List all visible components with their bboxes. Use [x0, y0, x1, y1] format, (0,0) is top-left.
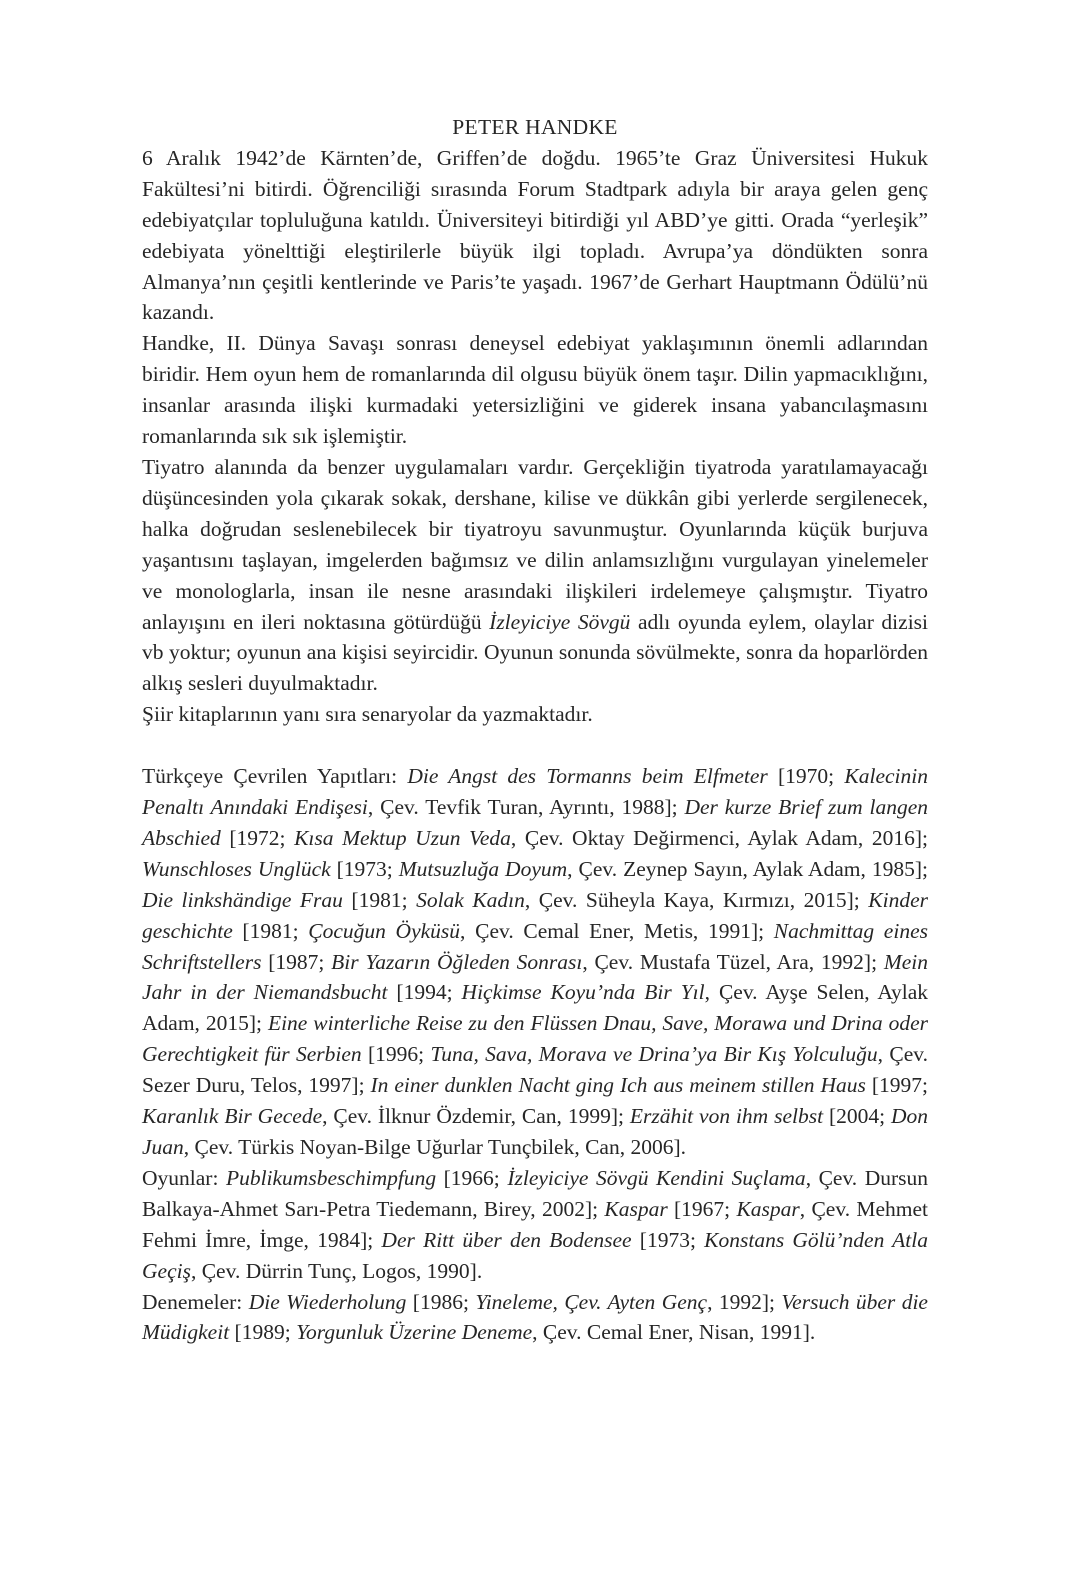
reference-text: , Çev. Dursun Balkaya-Ahmet Sarı-Petra Tiedemann, Birey, 2002]; — [142, 1165, 929, 1221]
theatre-text-before: Tiyatro alanında da benzer uygulamaları vardır. Gerçekliğin tiyatroda yaratılamayacağı düşüncesinden yola çıkarak sokak, dershane, kilise ve dükkân gibi yerlerde sergilenecek, halka doğrudan seslenebilecek bir tiyatroyu savunmuştur. Oyunlarında küçük burjuva yaşantısını taşlayan, imgelerden bağımsız ve dilin anlamsızlığını vurgulayan yinelemeler ve monologlarla, insan ile nesne arasındaki ilişkileri irdelemeye çalışmıştır. Tiyatro anlayışını en ileri noktasına götürdüğü — [142, 454, 928, 634]
work-title: Eine winterliche Reise zu den Flüssen Dnau, Save, Morawa und Drina oder Gerechtigkeit für Serbien — [142, 1011, 928, 1067]
reference-text: [1986; — [406, 1289, 476, 1314]
work-title: Mein Jahr in der Niemandsbucht — [142, 949, 928, 1005]
work-title: Bir Yazarın Öğleden Sonrası — [331, 949, 583, 974]
work-title: Die linkshändige Frau — [142, 887, 343, 912]
work-title: Die Angst des Tormanns beim Elfmeter — [407, 764, 768, 789]
reference-text: [1973; — [330, 856, 399, 881]
reference-text: , Çev. Mehmet Fehmi İmre, İmge, 1984]; — [142, 1196, 929, 1252]
work-title: Konstans Gölü’nden Atla Geçiş — [142, 1227, 928, 1283]
work-title: Kısa Mektup Uzun Veda — [294, 825, 511, 850]
reference-text: , Çev. Oktay Değirmenci, Aylak Adam, 2016]; — [510, 825, 928, 850]
theatre-text-after: adlı oyunda eylem, olaylar dizisi vb yoktur; oyunun ana kişisi seyircidir. Oyunun sonunda sövülmekte, sonra da hoparlörden alkış sesleri duyulmaktadır. — [142, 609, 929, 696]
work-title: Solak Kadın — [416, 887, 525, 912]
reference-text: , Çev. Tevfik Turan, Ayrıntı, 1988]; — [367, 795, 685, 820]
reference-text: , Çev. Süheyla Kaya, Kırmızı, 2015]; — [524, 887, 869, 912]
work-title: Mutsuzluğa Doyum — [398, 856, 568, 881]
reference-text: [1997; — [865, 1073, 928, 1098]
reference-text: [1966; — [436, 1165, 508, 1190]
reference-text: [1981; — [232, 918, 309, 943]
work-title: Kalecinin Penaltı Anındaki Endişesi — [142, 764, 928, 820]
reference-text: , Çev. Cemal Ener, Metis, 1991]; — [460, 918, 774, 943]
work-title: Tuna, Sava, Morava ve Drina’ya Bir Kış Yolculuğu — [430, 1042, 878, 1067]
reference-text: , Çev. Türkis Noyan-Bilge Uğurlar Tunçbilek, Can, 2006]. — [183, 1135, 687, 1159]
work-title: İzleyiciye Sövgü Kendini Suçlama — [507, 1165, 806, 1190]
work-title: Don Juan — [142, 1104, 929, 1159]
reference-text: , Çev. Sezer Duru, Telos, 1997]; — [142, 1042, 928, 1098]
reference-text: [1981; — [342, 887, 417, 912]
reference-text: , 1992]; — [707, 1289, 782, 1314]
essays-paragraph — [142, 1287, 928, 1349]
reference-text: Oyunlar: — [142, 1165, 226, 1190]
author-title: PETER HANDKE — [452, 115, 618, 139]
work-title: Erzähit von ihm selbst — [629, 1104, 824, 1129]
plays-paragraph — [142, 1163, 928, 1287]
reference-text: Denemeler: — [142, 1289, 249, 1314]
reference-text: [1989; — [229, 1320, 297, 1345]
work-title: Der Ritt über den Bodensee — [381, 1227, 632, 1252]
poetry-paragraph: Şiir kitaplarının yanı sıra senaryolar da yazmaktadır. — [142, 702, 593, 727]
reference-text: [1987; — [261, 949, 332, 974]
reference-text: , Çev. Mustafa Tüzel, Ara, 1992]; — [582, 949, 884, 974]
work-title: Kinder geschichte — [142, 887, 929, 943]
work-title: Kaspar — [736, 1196, 800, 1221]
page — [142, 112, 928, 1348]
reference-text: , Çev. İlknur Özdemir, Can, 1999]; — [322, 1104, 630, 1129]
reference-text: [2004; — [823, 1104, 891, 1129]
reference-text: , Çev. Dürrin Tunç, Logos, 1990]. — [190, 1258, 483, 1283]
reference-text: [1970; — [767, 764, 845, 789]
reference-text: [1994; — [387, 980, 462, 1005]
bio-paragraph-2: Handke, II. Dünya Savaşı sonrası deneysel edebiyat yaklaşımının önemli adlarından biridir. Hem oyun hem de romanlarında dil olgusu büyük önem taşır. Dilin yapmacıklığını, insanlar arasında ilişki kurmadaki yetersizliğini ve giderek insana yabancılaşmasını romanlarında sık sık işlemiştir. — [142, 331, 928, 449]
work-title: In einer dunklen Nacht ging Ich aus meinem stillen Haus — [370, 1073, 866, 1098]
work-title: Hiçkimse Koyu’nda Bir Yıl — [461, 980, 705, 1005]
reference-text: [1967; — [667, 1196, 737, 1221]
reference-text: , Çev. Zeynep Sayın, Aylak Adam, 1985]; — [567, 856, 928, 881]
work-title: Yineleme, Çev. Ayten Genç — [475, 1289, 708, 1314]
reference-text: [1996; — [361, 1042, 431, 1067]
reference-text: [1972; — [220, 825, 295, 850]
reference-text: , Çev. Cemal Ener, Nisan, 1991]. — [532, 1320, 816, 1345]
work-title: Yorgunluk Üzerine Deneme — [296, 1320, 533, 1345]
reference-text: , Çev. Ayşe Selen, Aylak Adam, 2015]; — [142, 980, 929, 1036]
work-title: Çocuğun Öyküsü — [308, 918, 461, 943]
work-title: Die Wiederholung — [248, 1289, 407, 1314]
work-title: Der kurze Brief zum langen Abschied — [142, 795, 928, 850]
translations-paragraph — [142, 761, 928, 1163]
theatre-paragraph — [142, 452, 928, 699]
work-title: Kaspar — [604, 1196, 668, 1221]
work-title: Publikumsbeschimpfung — [225, 1165, 437, 1190]
work-title: Wunschloses Unglück — [142, 856, 331, 881]
theatre-work-title: İzleyiciye Sövgü — [489, 609, 631, 634]
work-title: Versuch über die Müdigkeit — [142, 1289, 928, 1345]
reference-text: [1973; — [631, 1227, 705, 1252]
reference-text: Türkçeye Çevrilen Yapıtları: — [142, 764, 408, 789]
work-title: Nachmittag eines Schriftstellers — [142, 918, 928, 974]
bio-paragraph-1: 6 Aralık 1942’de Kärnten’de, Griffen’de doğdu. 1965’te Graz Üniversitesi Hukuk Fakültesi’ni bitirdi. Öğrenciliği sırasında Forum Stadtpark adıyla bir araya gelen genç edebiyatçılar topluluğuna katıldı. Üniversiteyi bitirdiği yıl ABD’ye gitti. Orada “yerleşik” edebiyata yönelttiği eleştirilerle büyük ilgi topladı. Avrupa’ya döndükten sonra Almanya’nın çeşitli kentlerinde ve Paris’te yaşadı. 1967’de Gerhart Hauptmann Ödülü’nü kazandı. — [142, 145, 928, 325]
work-title: Karanlık Bir Gecede — [142, 1104, 323, 1129]
paragraph-gap — [142, 730, 928, 761]
